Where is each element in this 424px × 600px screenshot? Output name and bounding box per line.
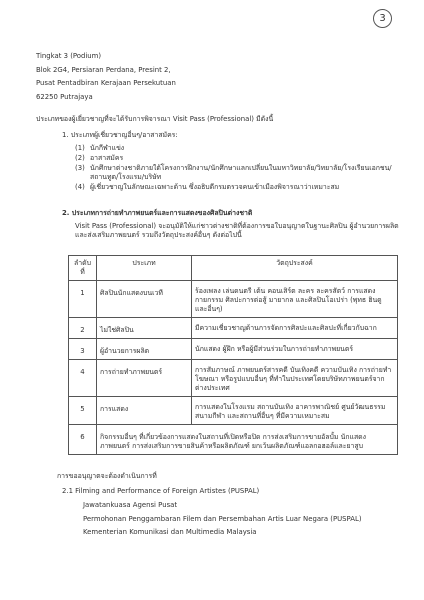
- list-item-number: (3): [75, 163, 85, 172]
- table-row: [69, 280, 398, 317]
- address-line: 62250 Putrajaya: [36, 92, 93, 101]
- row-number: 2: [69, 317, 97, 338]
- subsection-line: Permohonan Penggambaran Filem dan Persembahan Artis Luar Negara (PUSPAL): [83, 514, 362, 523]
- page-number: 3: [373, 9, 392, 28]
- list-item-number: (2): [75, 153, 85, 162]
- list-item-number: (4): [75, 182, 85, 191]
- address-block: [36, 52, 176, 106]
- list-item: [75, 154, 405, 163]
- after-table-text: การขออนุญาตจะต้องดำเนินการที่: [57, 472, 157, 480]
- list-item: [75, 144, 405, 153]
- row-type: กิจกรรมอื่นๆ ที่เกี่ยวข้องการแสดงในสถานที่เปิดหรือปิด การส่งเสริมการขายอัลบั้ม นักแสดงภาพยนตร์ การส่งเสริมการขายสินค้าหรือผลิตภัณฑ์ ยกเว้นผลิตภัณฑ์แอลกอฮอล์และยาสูบ: [97, 424, 398, 454]
- row-type: ไม่ใช่ศิลปิน: [97, 317, 192, 338]
- address-line: Pusat Pentadbiran Kerajaan Persekutuan: [36, 79, 176, 88]
- address-line: Blok 2G4, Persiaran Perdana, Presint 2,: [36, 65, 171, 74]
- column-header-purpose: วัตถุประสงค์: [192, 256, 398, 281]
- table-header-row: [69, 256, 398, 281]
- table-row: [69, 396, 398, 424]
- row-type: ผู้อำนวยการผลิต: [97, 338, 192, 359]
- row-type: การถ่ายทำภาพยนตร์: [97, 359, 192, 396]
- list-item: [75, 164, 405, 182]
- section-1-list: [75, 144, 405, 193]
- column-header-type: ประเภท: [97, 256, 192, 281]
- row-number: 4: [69, 359, 97, 396]
- row-type: ศิลปินนักแสดงบนเวที: [97, 280, 192, 317]
- address-line: Tingkat 3 (Podium): [36, 52, 102, 60]
- row-number: 3: [69, 338, 97, 359]
- section-1-heading: 1. ประเภทผู้เชี่ยวชาญอื่นๆ/อาสาสมัคร:: [62, 131, 178, 139]
- row-purpose: การสัมภาษณ์ ภาพยนตร์สารคดี บันเทิงคดี ความบันเทิง การถ่ายทำโฆษณา หรือรูปแบบอื่นๆ ที่ทำในประเทศโดยบริษัทภาพยนตร์จากต่างประเทศ: [192, 359, 398, 396]
- row-purpose: นักแสดง ผู้ฝึก หรือผู้มีส่วนร่วมในการถ่ายทำภาพยนตร์: [192, 338, 398, 359]
- table-row: [69, 317, 398, 338]
- purpose-table: [68, 255, 398, 455]
- list-item-text: อาสาสมัคร: [90, 153, 124, 162]
- row-number: 1: [69, 280, 97, 317]
- row-purpose: มีความเชี่ยวชาญด้านการจัดการศิลปะและศิลปะที่เกี่ยวกับฉาก: [192, 317, 398, 338]
- list-item: [75, 183, 405, 192]
- row-purpose: การแสดงในโรงแรม สถานบันเทิง อาคารพาณิชย์ ศูนย์วัฒนธรรม สนามกีฬา และสถานที่อื่นๆ ที่มีความเหมาะสม: [192, 396, 398, 424]
- subsection-heading: 2.1 Filming and Performance of Foreign Artistes (PUSPAL): [62, 487, 260, 495]
- subsection-line: Jawatankuasa Agensi Pusat: [83, 501, 178, 509]
- list-item-text: นักกีฬาแข่ง: [90, 144, 125, 152]
- column-header-no: ลำดับที่: [69, 256, 97, 281]
- section-2-heading: 2. ประเภทการถ่ายทำภาพยนตร์และการแสดงของศิลปินต่างชาติ: [62, 209, 253, 217]
- table-row: [69, 338, 398, 359]
- list-item-text: ผู้เชี่ยวชาญในลักษณะเฉพาะด้าน ซึ่งอธิบดีกรมตรวจคนเข้าเมืองพิจารณาว่าเหมาะสม: [90, 182, 340, 191]
- subsection-line: Kementerian Komunikasi dan Multimedia Malaysia: [83, 528, 257, 537]
- row-purpose: ร้องเพลง เล่นดนตรี เต้น คอนเสิร์ต ละคร ละครสัตว์ การแสดงกายกรรม ศิลปะการต่อสู้ มายากล และศิลปินโอเปร่า (พุทธ ฮินดู และอื่นๆ): [192, 280, 398, 317]
- row-number: 5: [69, 396, 97, 424]
- table-row: [69, 424, 398, 454]
- section-2-body: Visit Pass (Professional) จะอนุมัติให้แก่ชาวต่างชาติที่ต้องการขอใบอนุญาตในฐานะศิลปิน ผู้อำนวยการผลิตและส่งเสริมภาพยนตร์ รวมถึงวัตถุประสงค์อื่นๆ ดังต่อไปนี้: [75, 222, 399, 239]
- row-type: การแสดง: [97, 396, 192, 424]
- list-item-text: นักศึกษาต่างชาติภายใต้โครงการฝึกงาน/นักศึกษาแลกเปลี่ยนในมหาวิทยาลัย/วิทยาลัย/โรงเรียนเอกชน/สถานทูต/โรงแรม/บริษัท: [90, 163, 392, 181]
- table-row: [69, 359, 398, 396]
- subsection-lines: [83, 501, 362, 542]
- list-item-number: (1): [75, 144, 85, 152]
- intro-paragraph: ประเภทของผู้เยี่ยวชาญที่จะได้รับการพิจารณา Visit Pass (Professional) มีดังนี้: [36, 115, 274, 123]
- row-number: 6: [69, 424, 97, 454]
